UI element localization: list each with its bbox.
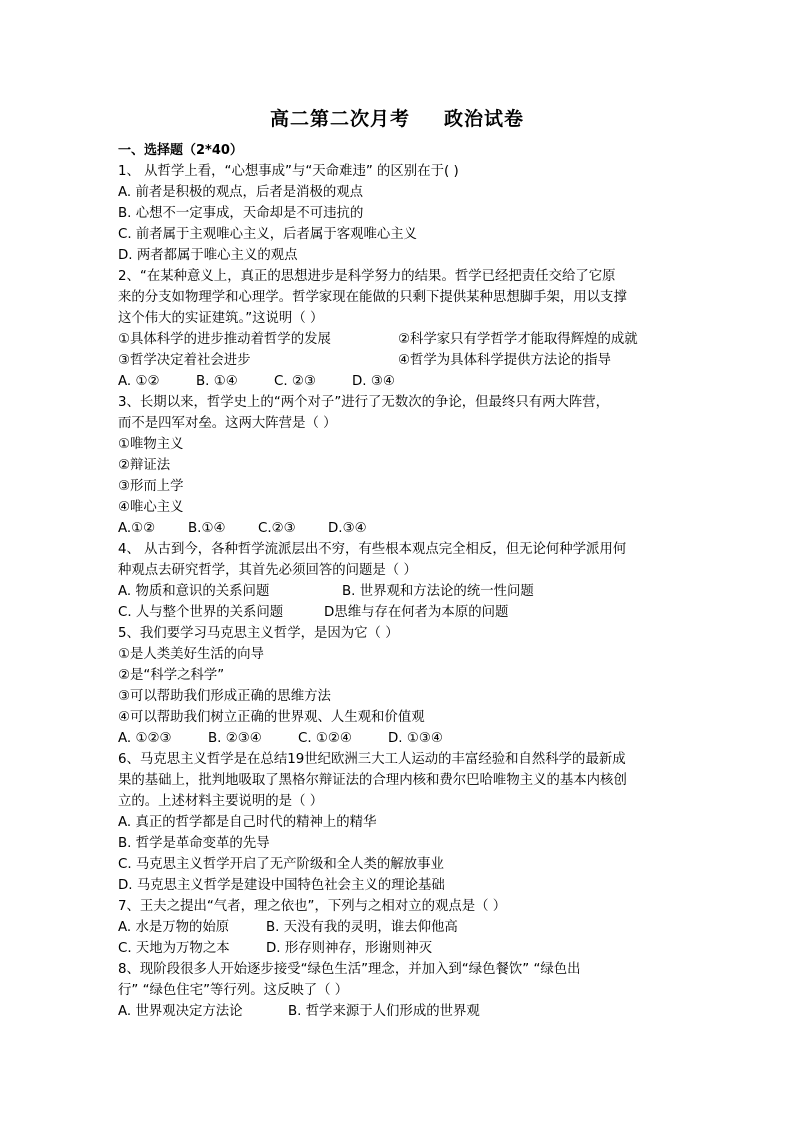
q3-item-3: ③形而上学 xyxy=(118,479,184,494)
q3-item-1: ①唯物主义 xyxy=(118,437,184,452)
q5-item-1: ①是人类美好生活的向导 xyxy=(118,647,264,662)
q4-option-c: C. 人与整个世界的关系问题 xyxy=(118,605,284,620)
q8-options-row-1 xyxy=(118,1001,688,1022)
q2-items-row-1 xyxy=(118,329,688,350)
q3-item-2: ②辩证法 xyxy=(118,458,171,473)
q1-option-c: C. 前者属于主观唯心主义，后者属于客观唯心主义 xyxy=(118,227,418,242)
q8-stem-line-1: 8、现阶段很多人开始逐步接受“绿色生活”理念，并加入到“绿色餐饮” “绿色出 xyxy=(118,962,581,977)
q7-option-d: D. 形存则神存，形谢则神灭 xyxy=(266,941,433,956)
q3-option-d: D.③④ xyxy=(328,521,367,536)
q4-stem-line-2: 种观点去研究哲学，其首先必须回答的问题是（ ） xyxy=(118,563,417,578)
q6-option-a: A. 真正的哲学都是自己时代的精神上的精华 xyxy=(118,815,377,830)
q6-stem-line-3: 立的。上述材料主要说明的是（ ） xyxy=(118,794,324,809)
q7-options-row-1 xyxy=(118,917,688,938)
q2-option-a: A. ①② xyxy=(118,374,160,389)
title-subject: 政治试卷 xyxy=(444,108,525,130)
exam-title xyxy=(0,104,794,131)
q4-option-d: D思维与存在何者为本原的问题 xyxy=(324,605,509,620)
q5-options xyxy=(118,728,688,749)
q5-item-2: ②是“科学之科学” xyxy=(118,668,225,683)
q8-option-b: B. 哲学来源于人们形成的世界观 xyxy=(288,1004,480,1019)
q2-options xyxy=(118,371,688,392)
q4-options-row-1 xyxy=(118,581,688,602)
q2-item-2: ②科学家只有学哲学才能取得辉煌的成就 xyxy=(398,332,638,347)
q5-option-d: D. ①③④ xyxy=(388,731,443,746)
q3-option-b: B.①④ xyxy=(188,521,226,536)
q3-item-4: ④唯心主义 xyxy=(118,500,184,515)
q6-stem-line-1: 6、马克思主义哲学是在总结19世纪欧洲三大工人运动的丰富经验和自然科学的最新成 xyxy=(118,752,626,767)
q4-option-b: B. 世界观和方法论的统一性问题 xyxy=(342,584,534,599)
q2-item-1: ①具体科学的进步推动着哲学的发展 xyxy=(118,332,331,347)
q2-option-b: B. ①④ xyxy=(196,374,238,389)
q2-item-3: ③哲学决定着社会进步 xyxy=(118,353,251,368)
title-grade: 高二第二次月考 xyxy=(269,108,410,130)
q6-option-d: D. 马克思主义哲学是建设中国特色社会主义的理论基础 xyxy=(118,878,445,893)
q4-options-row-2 xyxy=(118,602,688,623)
q6-option-c: C. 马克思主义哲学开启了无产阶级和全人类的解放事业 xyxy=(118,857,444,872)
q2-stem-line-3: 这个伟大的实证建筑。”这说明（ ） xyxy=(118,311,324,326)
q3-option-a: A.①② xyxy=(118,521,156,536)
q7-options-row-2 xyxy=(118,938,688,959)
q5-option-a: A. ①②③ xyxy=(118,731,172,746)
q4-option-a: A. 物质和意识的关系问题 xyxy=(118,584,270,599)
exam-content xyxy=(118,140,688,1022)
q8-stem-line-2: 行” “绿色住宅”等行列。这反映了（ ） xyxy=(118,983,349,998)
q7-option-c: C. 天地为万物之本 xyxy=(118,941,230,956)
q4-stem-line-1: 4、 从古到今，各种哲学流派层出不穷，有些根本观点完全相反，但无论何种学派用何 xyxy=(118,542,627,557)
q5-item-4: ④可以帮助我们树立正确的世界观、人生观和价值观 xyxy=(118,710,425,725)
q3-options xyxy=(118,518,688,539)
q2-option-c: C. ②③ xyxy=(274,374,316,389)
q5-item-3: ③可以帮助我们形成正确的思维方法 xyxy=(118,689,331,704)
q2-option-d: D. ③④ xyxy=(352,374,395,389)
q2-item-4: ④哲学为具体科学提供方法论的指导 xyxy=(398,353,611,368)
q7-stem: 7、王夫之提出“气者，理之依也”，下列与之相对立的观点是（ ） xyxy=(118,899,507,914)
q1-stem: 1、 从哲学上看，“心想事成”与“天命难违” 的区别在于( ) xyxy=(118,164,459,179)
q5-stem: 5、我们要学习马克思主义哲学，是因为它（ ） xyxy=(118,626,399,641)
q1-option-a: A. 前者是积极的观点，后者是消极的观点 xyxy=(118,185,364,200)
q6-option-b: B. 哲学是革命变革的先导 xyxy=(118,836,270,851)
q2-stem-line-2: 来的分支如物理学和心理学。哲学家现在能做的只剩下提供某种思想脚手架，用以支撑 xyxy=(118,290,627,305)
q1-option-d: D. 两者都属于唯心主义的观点 xyxy=(118,248,298,263)
q6-stem-line-2: 果的基础上，批判地吸取了黑格尔辩证法的合理内核和费尔巴哈唯物主义的基本内核创 xyxy=(118,773,627,788)
q2-stem-line-1: 2、“在某种意义上，真正的思想进步是科学努力的结果。哲学已经把责任交给了它原 xyxy=(118,269,616,284)
q5-option-c: C. ①②④ xyxy=(298,731,352,746)
q8-option-a: A. 世界观决定方法论 xyxy=(118,1004,243,1019)
q1-option-b: B. 心想不一定事成，天命却是不可违抗的 xyxy=(118,206,364,221)
q3-stem-line-2: 而不是四军对垒。这两大阵营是（ ） xyxy=(118,416,337,431)
q7-option-a: A. 水是万物的始原 xyxy=(118,920,230,935)
section-header: 一、选择题（2*40） xyxy=(118,143,243,158)
q3-stem-line-1: 3、长期以来，哲学史上的“两个对子”进行了无数次的争论，但最终只有两大阵营， xyxy=(118,395,610,410)
q2-items-row-2 xyxy=(118,350,688,371)
q7-option-b: B. 天没有我的灵明，谁去仰他高 xyxy=(266,920,458,935)
q3-option-c: C.②③ xyxy=(258,521,296,536)
q5-option-b: B. ②③④ xyxy=(208,731,262,746)
